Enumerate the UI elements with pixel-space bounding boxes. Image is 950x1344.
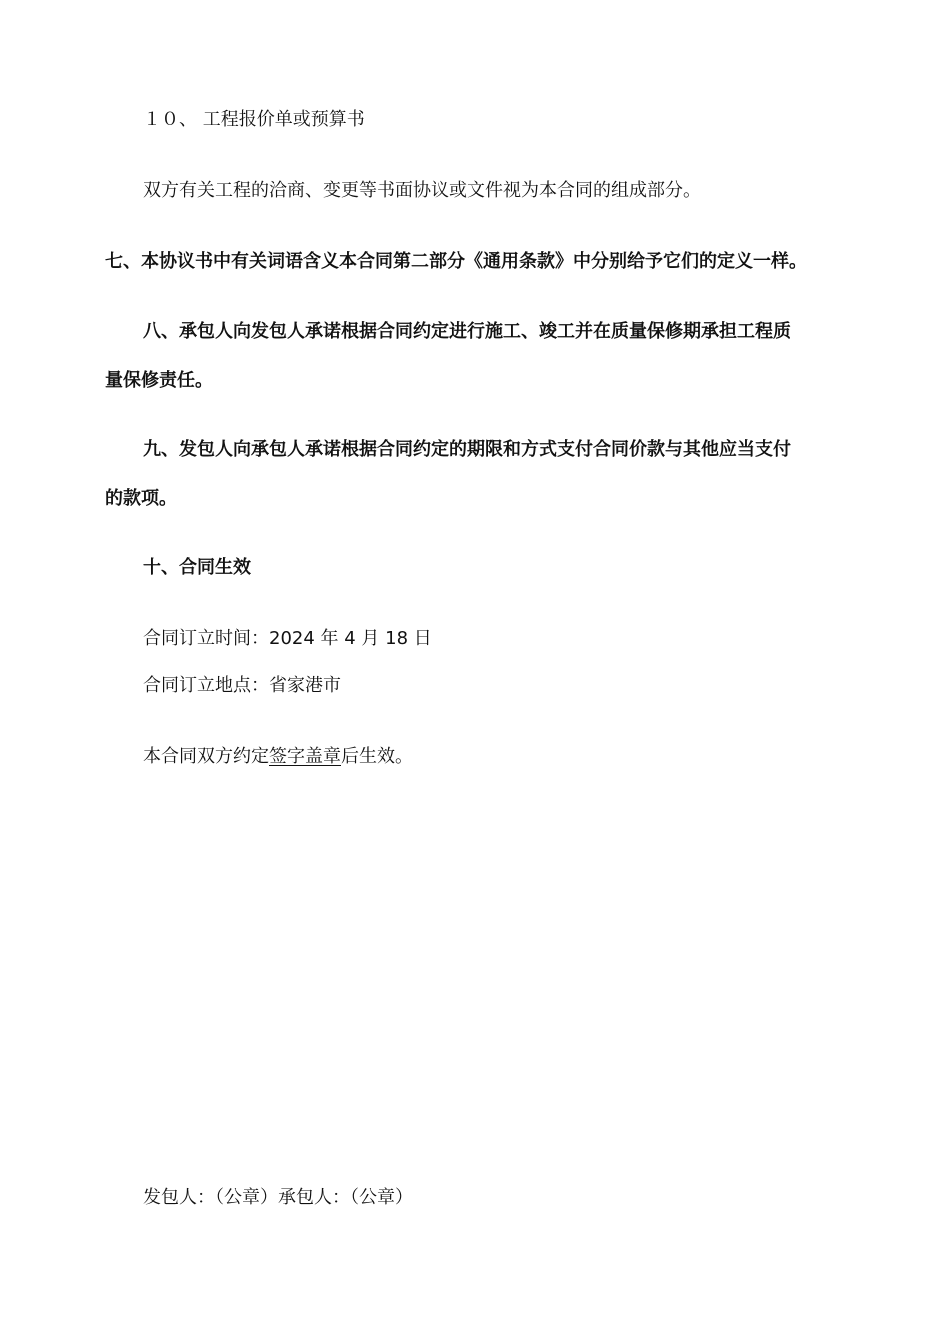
signing-place [143,674,341,698]
signing-place-value: 省家港市 [269,675,341,696]
negotiation-paragraph: 双方有关工程的洽商、变更等书面协议或文件视为本合同的组成部分。 [143,180,701,201]
clause-9-line-1: 九、发包人向承包人承诺根据合同约定的期限和方式支付合同价款与其他应当支付 [143,439,791,460]
clause-10-heading: 十、合同生效 [143,557,251,578]
clause-7: 七、本协议书中有关词语含义本合同第二部分《通用条款》中分别给予它们的定义一样。 [105,251,807,272]
signing-place-label: 合同订立地点： [143,675,269,696]
clause-8-line-2: 量保修责任。 [105,370,213,391]
effect-prefix: 本合同双方约定 [143,746,269,767]
clause-8-line-1: 八、承包人向发包人承诺根据合同约定进行施工、竣工并在质量保修期承担工程质 [143,321,791,342]
signing-time-label: 合同订立时间： [143,628,269,649]
effect-suffix: 后生效。 [341,746,413,767]
effect-underlined: 签字盖章 [269,746,341,767]
item-10-quotation: １０、 工程报价单或预算书 [143,109,365,130]
effect-statement [143,745,413,769]
clause-9-line-2: 的款项。 [105,488,177,509]
signature-line: 发包人：（公章）承包人：（公章） [143,1187,413,1208]
signing-time [143,627,432,651]
signing-time-value: 2024 年 4 月 18 日 [269,628,432,649]
